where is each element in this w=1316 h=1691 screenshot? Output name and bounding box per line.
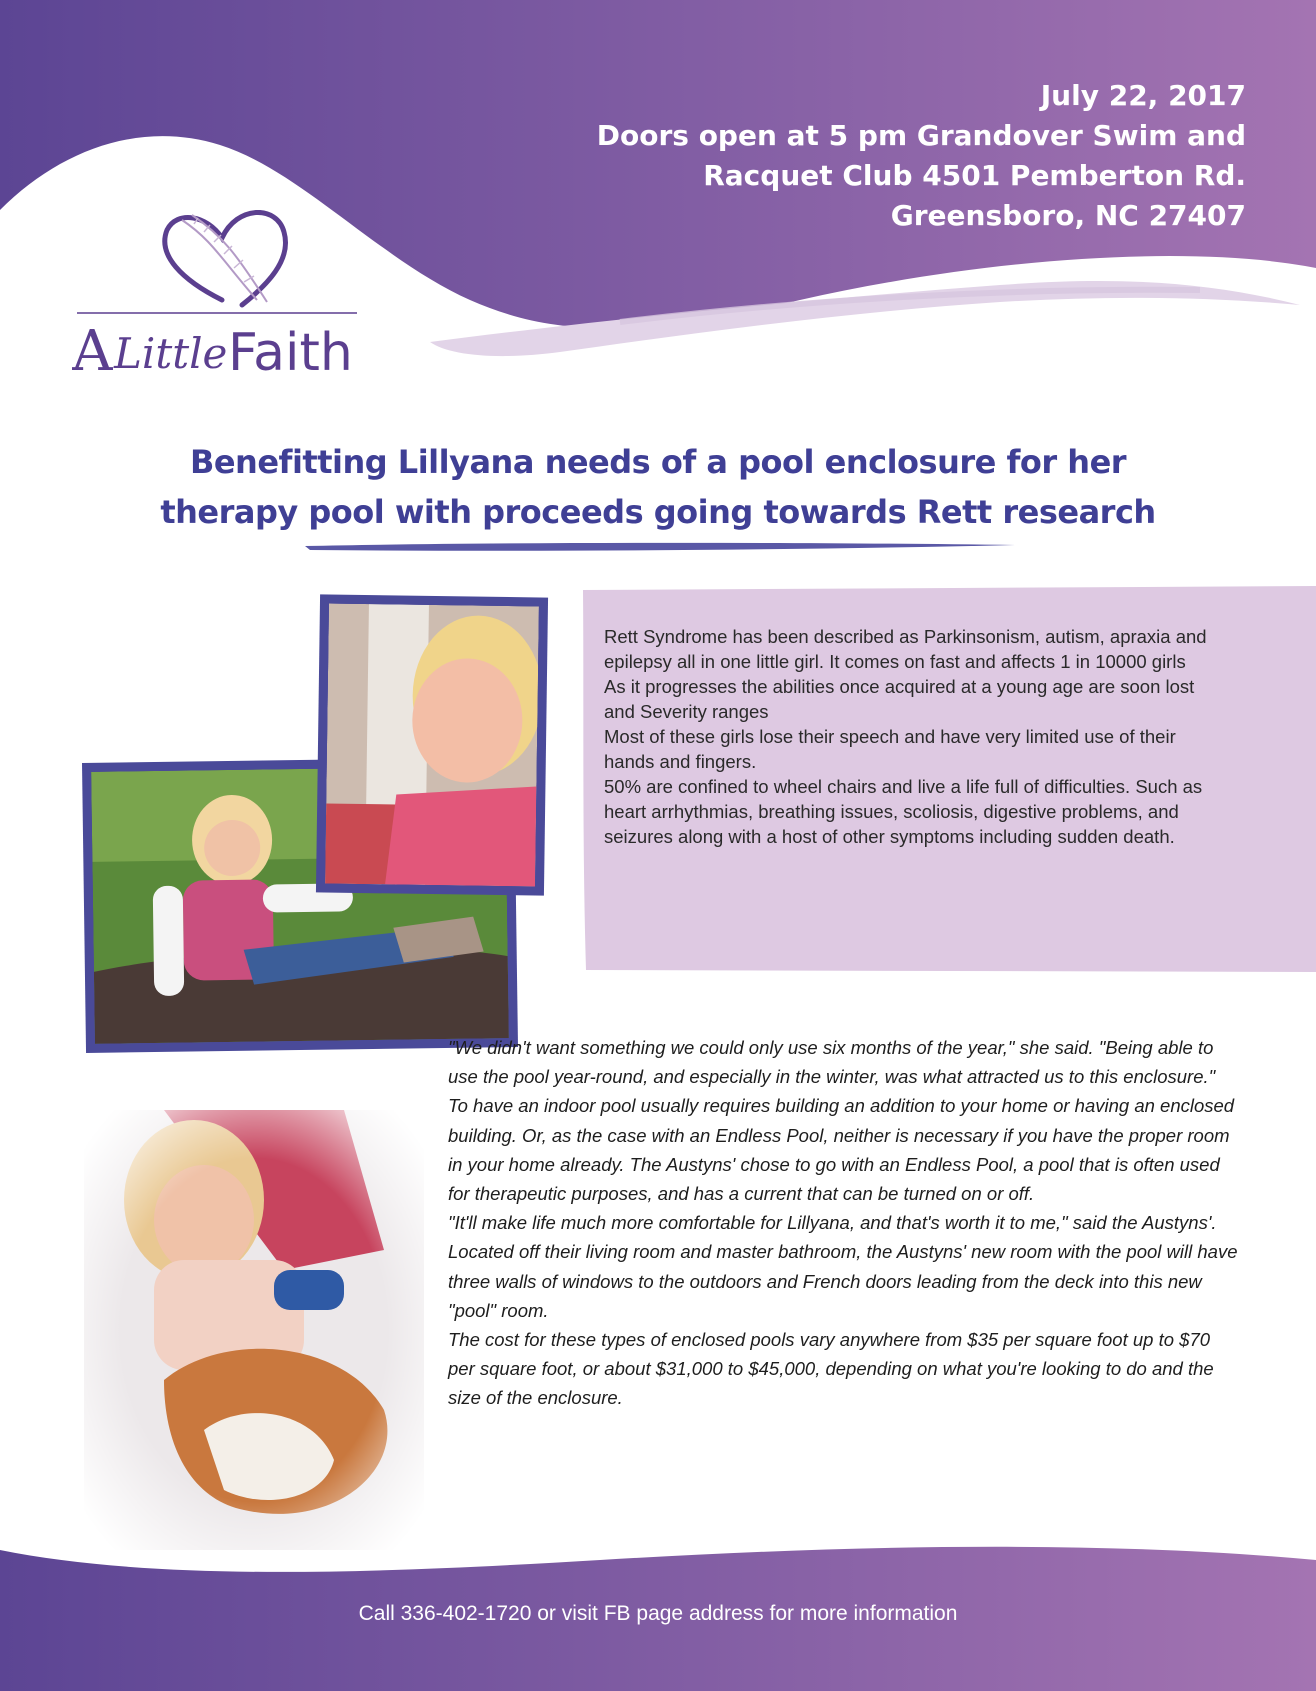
info-paragraph: Most of these girls lose their speech and have very limited use of their hands and fingers. <box>604 726 1176 772</box>
info-paragraph: Rett Syndrome has been described as Parkinsonism, autism, apraxia and epilepsy all in one little girl. It comes on fast and affects 1 in 10000 girls <box>604 626 1207 672</box>
footer-contact: Call 336-402-1720 or visit FB page address for more information <box>358 1602 958 1625</box>
headline: Benefitting Lillyana needs of a pool enclosure for her therapy pool with proceeds going towards Rett research <box>160 443 1156 531</box>
event-info <box>526 76 1246 236</box>
logo-word-little: Little <box>114 329 228 378</box>
logo-word-faith: Faith <box>228 323 353 383</box>
story-paragraph: "We didn't want something we could only use six months of the year," she said. "Being able to use the pool year-round, and especially in the winter, was what attracted us to this enclosure." <box>448 1037 1216 1088</box>
info-paragraph: 50% are confined to wheel chairs and live a life full of difficulties. Such as heart arrhythmias, breathing issues, scoliosis, digestive problems, and seizures along with a host of other symptoms including sudden death. <box>604 776 1203 847</box>
info-paragraph: As it progresses the abilities once acquired at a young age are soon lost and Severity ranges <box>604 676 1195 722</box>
story-quote-section <box>448 1033 1238 1413</box>
rett-syndrome-info <box>604 624 1224 849</box>
story-paragraph: "It'll make life much more comfortable for Lillyana, and that's worth it to me," said the Austyns'. <box>448 1212 1217 1234</box>
photo-girl-with-dog <box>84 1110 424 1550</box>
story-paragraph: The cost for these types of enclosed pools vary anywhere from $35 per square foot up to $70 per square foot, or about $31,000 to $45,000, depending on what you're looking to do and the size of the enclosure. <box>448 1329 1214 1409</box>
a-little-faith-logo <box>72 210 392 390</box>
headline-brush-underline <box>300 540 1020 554</box>
photo-girl-closeup <box>316 594 548 895</box>
event-date: July 22, 2017 <box>1040 79 1246 112</box>
logo-letter-a: A <box>72 319 113 384</box>
dna-helix-icon <box>182 215 267 302</box>
story-paragraph: Located off their living room and master bathroom, the Austyns' new room with the pool will have three walls of windows to the outdoors and French doors leading from the deck into this new "pool" room. <box>448 1241 1238 1321</box>
heart-icon <box>165 212 286 305</box>
event-details: Doors open at 5 pm Grandover Swim and Racquet Club 4501 Pemberton Rd. Greensboro, NC 27407 <box>596 119 1246 232</box>
story-paragraph: To have an indoor pool usually requires building an addition to your home or having an enclosed building. Or, as the case with an Endless Pool, neither is necessary if you have the proper room in your home already. The Austyns' chose to go with an Endless Pool, a pool that is often used for therapeutic purposes, and has a current that can be turned on or off. <box>448 1095 1235 1205</box>
